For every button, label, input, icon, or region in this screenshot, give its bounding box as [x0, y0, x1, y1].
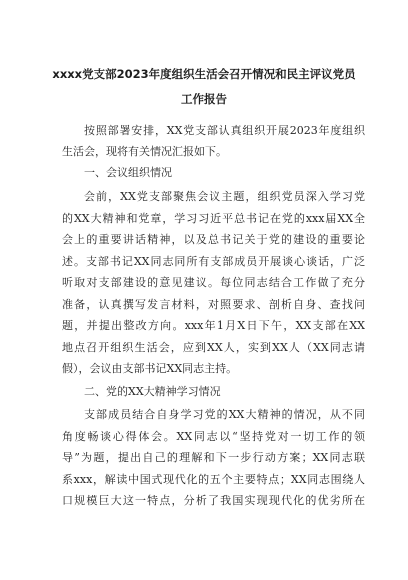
paragraph-line: 导”为题，提出自己的理解和下一步行动方案；XX同志联	[62, 451, 365, 464]
paragraph-line: 会上的重要讲话精神，以及总书记关于党的建设的重要论	[62, 233, 365, 246]
paragraph-line: 角度畅谈心得体会。XX同志以“坚持党对一切工作的领	[62, 430, 365, 443]
paragraph-line: 口规模巨大这一特点，分析了我国实现现代化的优劣所在	[62, 494, 365, 507]
paragraph-line: 题，并提出整改方向。xxx年1月X日下午，XX支部在XX	[62, 319, 365, 332]
report-title-line-2: 工作报告	[181, 92, 227, 106]
paragraph-line: 述。支部书记XX同志同所有支部成员开展谈心谈话，广泛	[62, 255, 365, 268]
paragraph-line: 生活会，现将有关情况汇报如下。	[62, 145, 227, 158]
paragraph-line: 会前，XX党支部聚焦会议主题，组织党员深入学习党	[84, 190, 365, 203]
paragraph-line: 的XX大精神和党章，学习习近平总书记在党的xxx届XX全	[62, 212, 365, 225]
paragraph-line: 准备，认真撰写发言材料，对照要求、剖析自身、查找问	[62, 298, 365, 311]
paragraph-line: 假），会议由支部书记XX同志主持。	[62, 362, 238, 375]
paragraph-line: 支部成员结合自身学习党的XX大精神的情况，从不同	[84, 408, 365, 421]
report-title-line-1: xxxx党支部2023年度组织生活会召开情况和民主评议党员	[52, 67, 356, 81]
paragraph-line: 听取对支部建设的意见建议。每位同志结合工作做了充分	[62, 276, 365, 289]
paragraph-line: 系xxx，解读中国式现代化的五个主要特点；XX同志围绕人	[62, 473, 365, 486]
paragraph-line: 地点召开组织生活会，应到XX人，实到XX人（XX同志请	[62, 341, 365, 354]
section-heading: 二、党的XX大精神学习情况	[84, 385, 221, 398]
paragraph-line: 按照部署安排，XX党支部认真组织开展2023年度组织	[84, 124, 365, 137]
section-heading: 一、会议组织情况	[84, 166, 172, 179]
